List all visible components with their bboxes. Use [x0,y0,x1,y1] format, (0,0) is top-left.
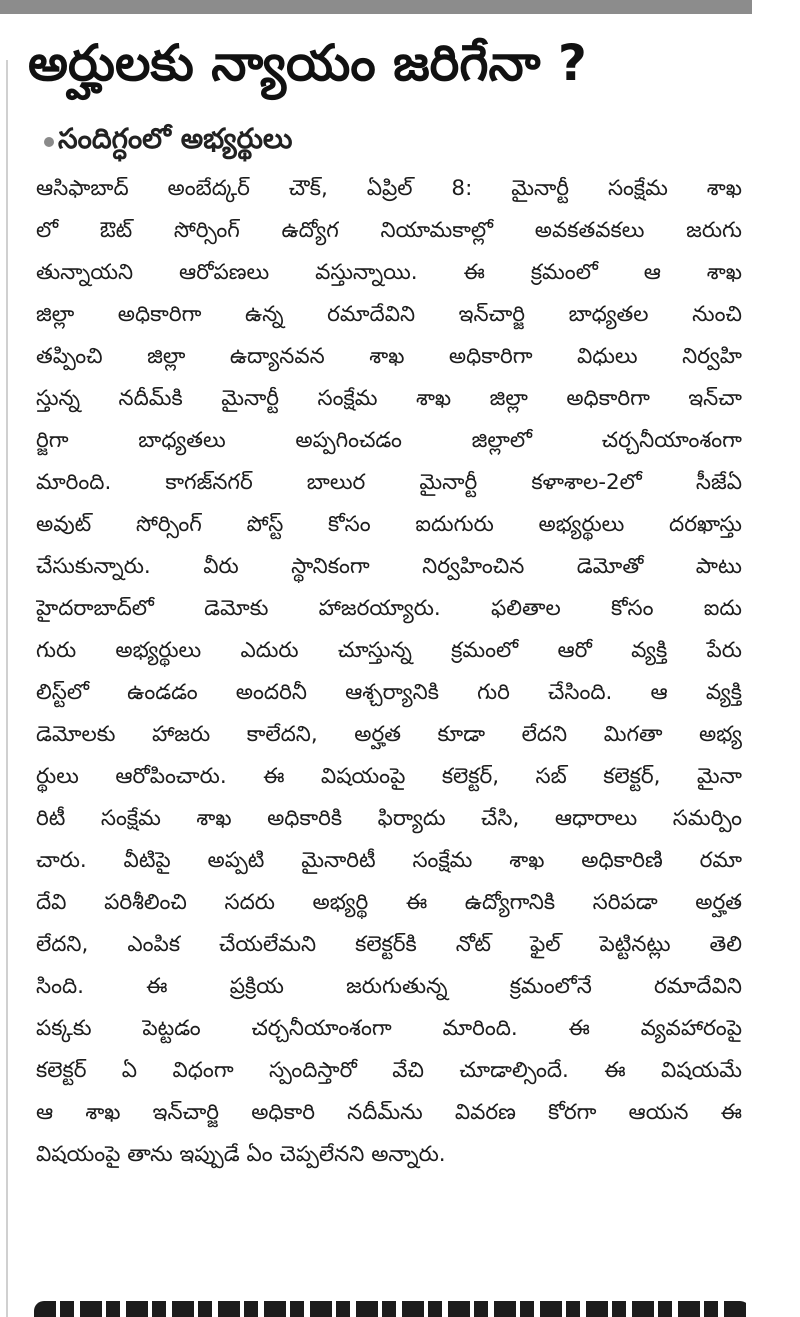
body-line: సింది. ఈ ప్రక్రియ జరుగుతున్న క్రమంలోనే రమాదేవిని [36,974,742,999]
body-line: గురు అభ్యర్థులు ఎదురు చూస్తున్న క్రమంలో ఆరో వ్యక్తి పేరు [36,638,742,663]
page-margin [752,0,800,1317]
body-line: ఆసిఫాబాద్ అంబేద్కర్ చౌక్, ఏప్రిల్ 8: మైనార్టీ సంక్షేమ శాఖ [36,176,742,201]
body-line: జిల్లా అధికారిగా ఉన్న రమాదేవిని ఇన్‌చార్జి బాధ్యతల నుంచి [36,302,742,327]
body-line: స్తున్న నదీమ్‌కి మైనార్టీ సంక్షేమ శాఖ జిల్లా అధికారిగా ఇన్‌చా [36,386,742,411]
body-line: దేవి పరిశీలించి సదరు అభ్యర్థి ఈ ఉద్యోగానికి సరిపడా అర్హత [36,890,742,915]
body-line: చారు. వీటిపై అప్పటి మైనారిటీ సంక్షేమ శాఖ అధికారిణి రమా [36,848,742,873]
body-line: ర్థులు ఆరోపించారు. ఈ విషయంపై కలెక్టర్, సబ్ కలెక్టర్, మైనా [36,764,742,789]
body-line: లేదని, ఎంపిక చేయలేమని కలెక్టర్‌కి నోట్ ఫైల్ పెట్టినట్లు తెలి [36,932,742,957]
body-line: లిస్ట్‌లో ఉండడం అందరినీ ఆశ్చర్యానికి గురి చేసింది. ఆ వ్యక్తి [36,680,742,705]
body-line: తున్నాయని ఆరోపణలు వస్తున్నాయి. ఈ క్రమంలో ఆ శాఖ [36,260,742,285]
body-line: లో ఔట్ సోర్సింగ్ ఉద్యోగ నియామకాల్లో అవకతవకలు జరుగు [36,218,742,243]
bullet-icon [44,137,54,147]
headline: అర్హులకు న్యాయం జరిగేనా ? [28,34,587,92]
top-gray-bar [0,0,752,14]
body-line: రిటీ సంక్షేమ శాఖ అధికారికి ఫిర్యాదు చేసి, ఆధారాలు సమర్పిం [36,806,742,831]
subheadline: సందిగ్ధంలో అభ్యర్థులు [58,122,293,155]
body-line: ఆ శాఖ ఇన్‌చార్జి అధికారి నదీమ్‌ను వివరణ కోరగా ఆయన ఈ [36,1100,742,1125]
column-divider [6,60,8,1317]
body-line: అవుట్ సోర్సింగ్ పోస్ట్ కోసం ఐదుగురు అభ్యర్థులు దరఖాస్తు [36,512,742,537]
body-line: మారింది. కాగజ్‌నగర్ బాలుర మైనార్టీ కళాశాల-2లో సీజేఏ [36,470,742,495]
body-line: హైదరాబాద్‌లో డెమోకు హాజరయ్యారు. ఫలితాల కోసం ఐదు [36,596,742,621]
body-line: చేసుకున్నారు. వీరు స్థానికంగా నిర్వహించిన డెమోతో పాటు [36,554,742,579]
body-line: కలెక్టర్ ఏ విధంగా స్పందిస్తారో వేచి చూడాల్సిందే. ఈ విషయమే [36,1058,742,1083]
body-line: డెమోలకు హాజరు కాలేదని, అర్హత కూడా లేదని మిగతా అభ్య [36,722,742,747]
next-article-headline-cropped [34,1295,750,1317]
article-body [36,168,742,1176]
body-line: ర్జిగా బాధ్యతలు అప్పగించడం జిల్లాలో చర్చనీయాంశంగా [36,428,742,453]
body-line: పక్కకు పెట్టడం చర్చనీయాంశంగా మారింది. ఈ వ్యవహారంపై [36,1016,742,1041]
body-line: విషయంపై తాను ఇప్పుడే ఏం చెప్పలేనని అన్నారు. [36,1142,446,1167]
body-line: తప్పించి జిల్లా ఉద్యానవన శాఖ అధికారిగా విధులు నిర్వహి [36,344,742,369]
